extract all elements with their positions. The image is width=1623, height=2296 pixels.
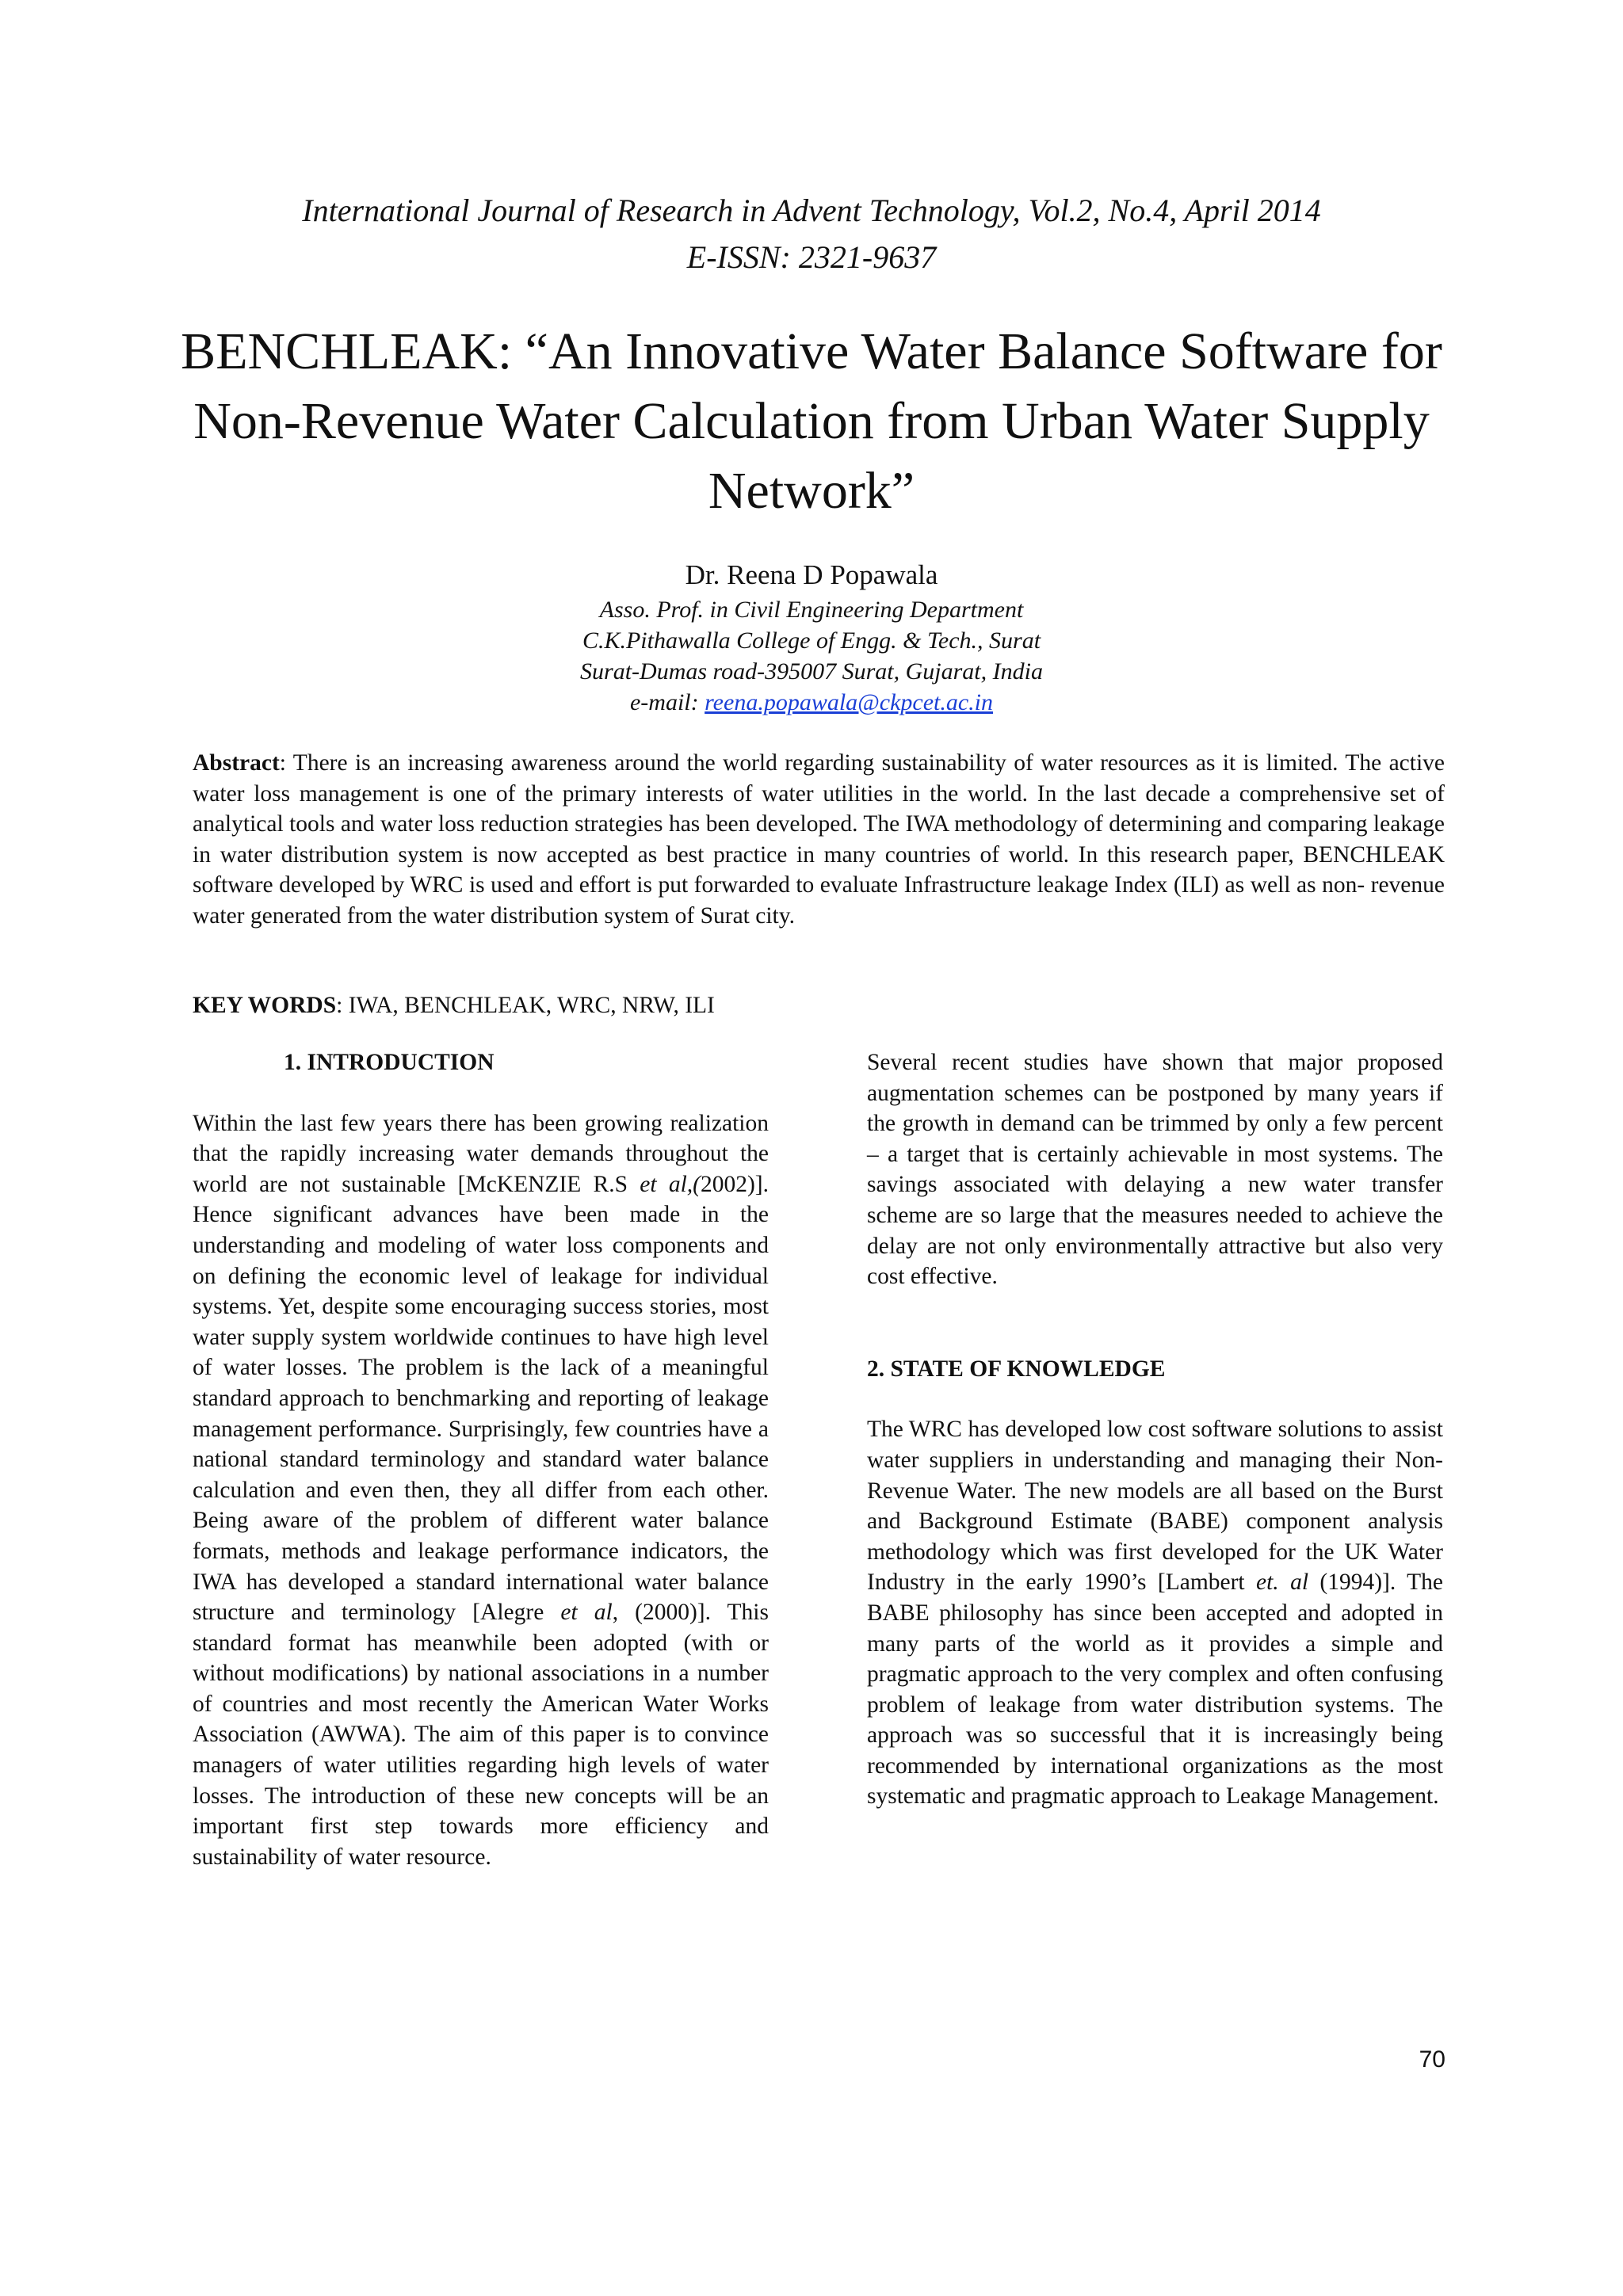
author-email-line (0, 687, 1623, 718)
knowledge-text-part: The WRC has developed low cost software solutions to assist water suppliers in understanding and managing their Non-Revenue Water. The new models are all based on the Burst and Background Estimate (BABE) component analysis methodology which was first developed for the UK Water Industry in the early 1990’s [Lambert (867, 1417, 1443, 1596)
abstract-text: : There is an increasing awareness around the world regarding sustainability of water resources as it is limited. The active water loss management is one of the primary interests of water utilities in the world. In the last decade a comprehensive set of analytical tools and water loss reduction strategies has been developed. The IWA methodology of determining and comparing leakage in water distribution system is now accepted as best practice in many countries of world. In this research paper, BENCHLEAK software developed by WRC is used and effort is put forwarded to evaluate Infrastructure leakage Index (ILI) as well as non- revenue water generated from the water distribution system of Surat city. (193, 750, 1445, 929)
keywords-label: KEY WORDS (193, 993, 337, 1018)
abstract (193, 748, 1445, 932)
paper-title: BENCHLEAK: “An Innovative Water Balance Software for Non-Revenue Water Calculation from Urban Water Supply Network” (181, 322, 1442, 520)
section-heading-state-of-knowledge: 2. STATE OF KNOWLEDGE (867, 1356, 1166, 1382)
intro-paragraph-2: Several recent studies have shown that major proposed augmentation schemes can be postponed by many years if the growth in demand can be trimmed by only a few percent – a target that is certainly achievable in most systems. The savings associated with delaying a new water transfer scheme are so large that the measures needed to achieve the delay are not only environmentally attractive but also very cost effective. (867, 1050, 1443, 1290)
left-column (193, 1047, 769, 1872)
author-address: Surat-Dumas road-395007 Surat, Gujarat, India (580, 658, 1043, 685)
keywords (193, 990, 1445, 1021)
intro-text-part: Within the last few years there has been growing realization that the rapidly increasing water demands throughout the world are not sustainable [McKENZIE R.S (193, 1110, 769, 1197)
journal-citation: International Journal of Research in Advent Technology, Vol.2, No.4, April 2014 (302, 193, 1321, 228)
email-label: e-mail: (629, 689, 705, 715)
page-number: 70 (1419, 2046, 1445, 2073)
author-position: Asso. Prof. in Civil Engineering Department (599, 597, 1024, 623)
abstract-label: Abstract (193, 750, 280, 776)
intro-text-part: 2002)]. Hence significant advances have been made in the understanding and modeling of water loss components and on defining the economic level of leakage for individual systems. Yet, despite some encouraging success stories, most water supply system worldwide continues to have high level of water losses. The problem is the lack of a meaningful standard approach to benchmarking and reporting of leakage management performance. Surprisingly, few countries have a national standard terminology and standard water balance calculation and even then, they all differ from each other. Being aware of the problem of different water balance formats, methods and leakage performance indicators, the IWA has developed a standard international water balance structure and terminology [Alegre (193, 1171, 769, 1626)
email-link[interactable]: reena.popawala@ckpcet.ac.in (705, 689, 994, 715)
author-institution: C.K.Pithawalla College of Engg. & Tech., Surat (582, 627, 1041, 654)
author-name: Dr. Reena D Popawala (685, 559, 938, 590)
intro-citation-etal: et al (560, 1600, 613, 1626)
intro-paragraph-1 (193, 1108, 769, 1873)
issn-line: E-ISSN: 2321-9637 (686, 239, 937, 275)
right-column (867, 1047, 1443, 1812)
section-heading-introduction: 1. INTRODUCTION (284, 1050, 495, 1075)
section-spacer (867, 1292, 1443, 1354)
author-block (0, 556, 1623, 718)
knowledge-text-part: (1994)]. The BABE philosophy has since been accepted and adopted in many parts of the world as it provides a simple and pragmatic approach to the very complex and often confusing problem of leakage from water distribution systems. The approach was so successful that it is increasingly being recommended by international organizations as the most systematic and pragmatic approach to Leakage Management. (867, 1569, 1443, 1810)
knowledge-citation-etal: et. al (1256, 1569, 1309, 1596)
keywords-text: : IWA, BENCHLEAK, WRC, NRW, ILI (336, 993, 715, 1018)
knowledge-paragraph (867, 1414, 1443, 1812)
journal-header (0, 187, 1623, 280)
intro-citation-etal: et al,( (640, 1171, 701, 1197)
intro-text-part: , (2000)]. This standard format has meanwhile been adopted (with or without modifications) by national associations in a number of countries and most recently the American Water Works Association (AWWA). The aim of this paper is to convince managers of water utilities regarding high levels of water losses. The introduction of these new concepts will be an important first step towards more efficiency and sustainability of water resource. (193, 1600, 769, 1870)
